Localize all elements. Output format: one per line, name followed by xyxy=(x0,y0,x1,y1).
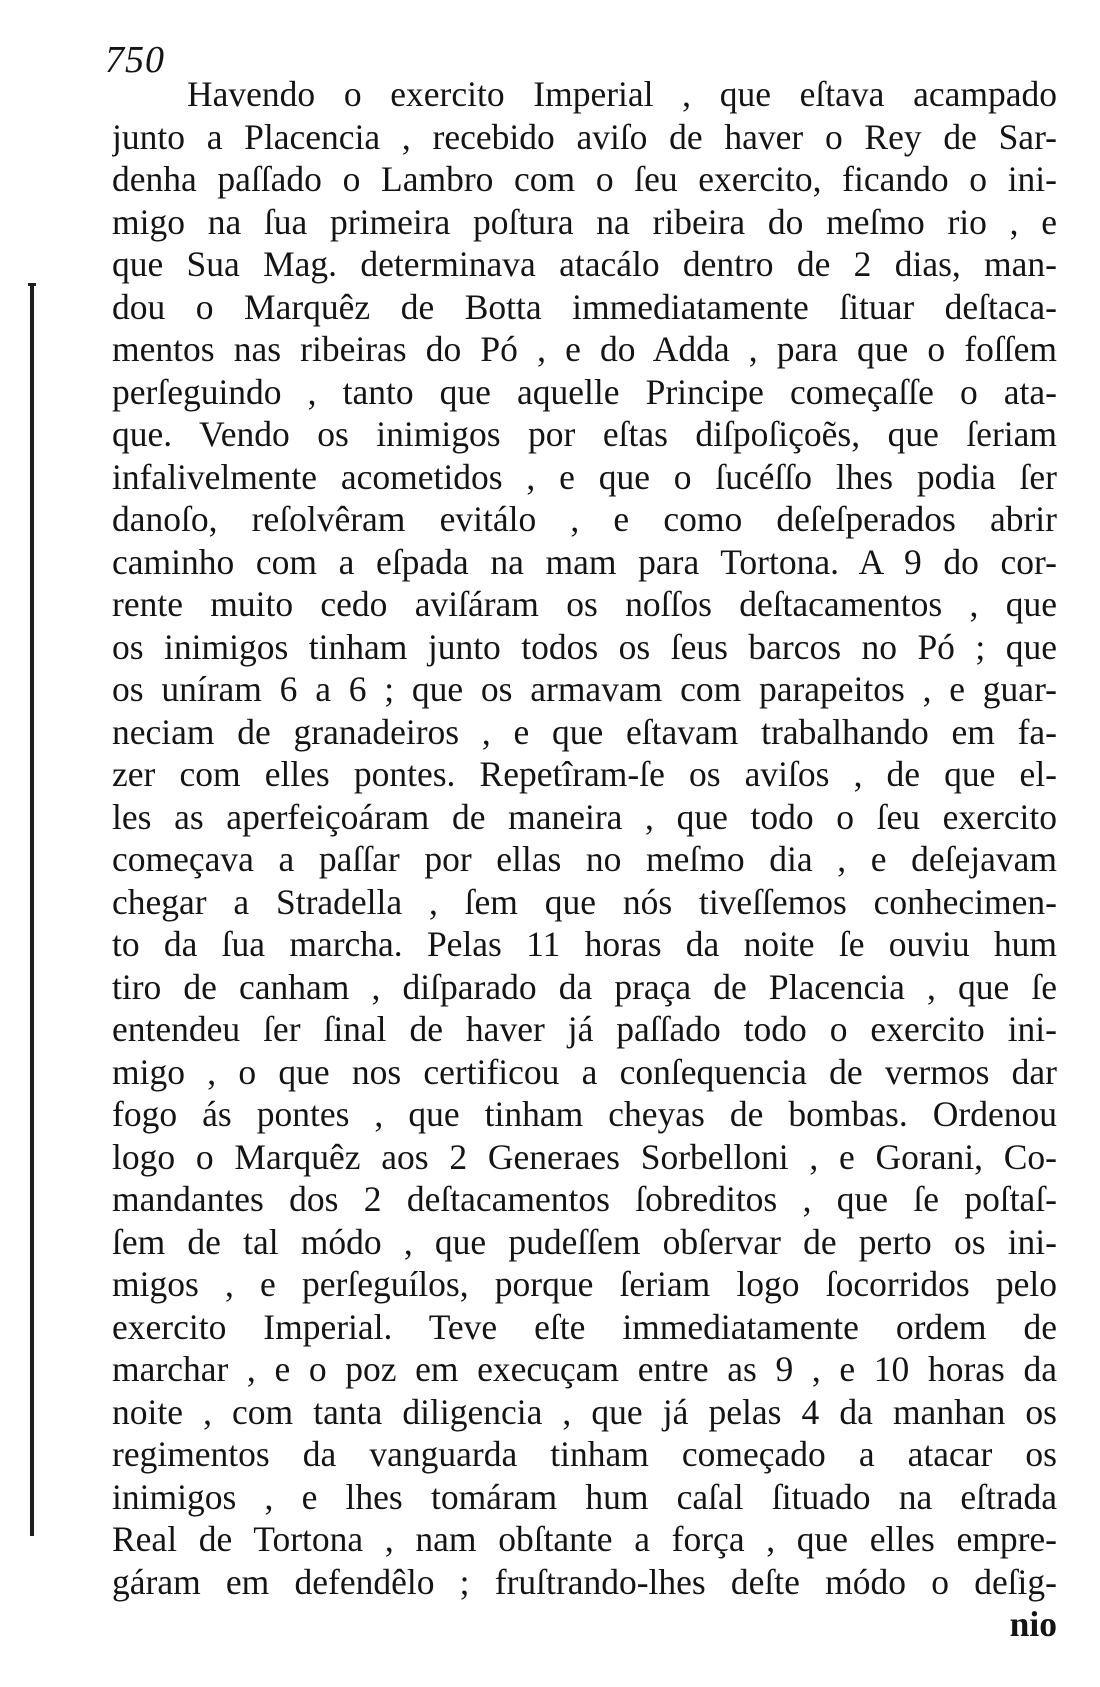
text-line: que. Vendo os inimigos por eſtas diſpoſiçoẽs, que ſeriam xyxy=(112,414,1057,454)
text-line: Havendo o exercito Imperial , que eſtava acampado xyxy=(187,74,1057,114)
text-line: danoſo, reſolvêram evitálo , e como deſeſperados abrir xyxy=(112,499,1057,539)
text-line: começava a paſſar por ellas no meſmo dia , e deſejavam xyxy=(112,839,1057,879)
text-line: marchar , e o poz em execuçam entre as 9 , e 10 horas da xyxy=(112,1349,1057,1389)
rule-top-cap xyxy=(28,283,36,286)
text-line: to da ſua marcha. Pelas 11 horas da noite ſe ouviu hum xyxy=(112,924,1057,964)
text-line: perſeguindo , tanto que aquelle Principe começaſſe o ata- xyxy=(112,371,1057,412)
text-line: neciam de granadeiros , e que eſtavam trabalhando em fa- xyxy=(112,711,1057,752)
text-line: migo na ſua primeira poſtura na ribeira do meſmo rio , e xyxy=(112,201,1057,242)
text-line: Real de Tortona , nam obſtante a força , que elles empre- xyxy=(112,1519,1057,1559)
text-line: les as aperfeiçoáram de maneira , que todo o ſeu exercito xyxy=(112,796,1057,837)
text-line: logo o Marquêz aos 2 Generaes Sorbelloni , e Gorani, Co- xyxy=(112,1136,1057,1177)
text-line: rente muito cedo aviſáram os noſſos deſtacamentos , que xyxy=(112,584,1057,624)
margin-rule xyxy=(30,283,34,1536)
catchword: nio xyxy=(1009,1604,1057,1644)
text-line: mentos nas ribeiras do Pó , e do Adda , para que o foſſem xyxy=(112,329,1057,369)
text-line: tiro de canham , diſparado da praça de Placencia , que ſe xyxy=(112,966,1057,1007)
text-line: que Sua Mag. determinava atacálo dentro de 2 dias, man- xyxy=(112,244,1057,284)
text-line: inimigos , e lhes tomáram hum caſal ſituado na eſtrada xyxy=(112,1476,1057,1517)
text-line: os uníram 6 a 6 ; que os armavam com parapeitos , e guar- xyxy=(112,669,1057,709)
text-line: entendeu ſer ſinal de haver já paſſado todo o exercito ini- xyxy=(112,1009,1057,1049)
text-line: junto a Placencia , recebido aviſo de haver o Rey de Sar- xyxy=(112,116,1057,157)
text-line: zer com elles pontes. Repetîram-ſe os aviſos , de que el- xyxy=(112,754,1057,794)
text-line: chegar a Stradella , ſem que nós tiveſſemos conhecimen- xyxy=(112,881,1057,922)
text-line: dou o Marquêz de Botta immediatamente ſituar deſtaca- xyxy=(112,286,1057,327)
text-line: exercito Imperial. Teve eſte immediatamente ordem de xyxy=(112,1306,1057,1347)
body-text xyxy=(112,73,1057,1646)
text-line: os inimigos tinham junto todos os ſeus barcos no Pó ; que xyxy=(112,626,1057,667)
text-line: regimentos da vanguarda tinham começado a atacar os xyxy=(112,1434,1057,1474)
text-line: migos , e perſeguílos, porque ſeriam logo ſocorridos pelo xyxy=(112,1264,1057,1304)
text-line: denha paſſado o Lambro com o ſeu exercito, ficando o ini- xyxy=(112,159,1057,199)
text-line: mandantes dos 2 deſtacamentos ſobreditos , que ſe poſtaſ- xyxy=(112,1179,1057,1219)
page-number: 750 xyxy=(105,39,165,81)
text-line: infalivelmente acometidos , e que o ſucéſſo lhes podia ſer xyxy=(112,456,1057,497)
text-line: ſem de tal módo , que pudeſſem obſervar de perto os ini- xyxy=(112,1221,1057,1262)
text-line: caminho com a eſpada na mam para Tortona. A 9 do cor- xyxy=(112,541,1057,582)
text-line: fogo ás pontes , que tinham cheyas de bombas. Ordenou xyxy=(112,1094,1057,1134)
text-line: noite , com tanta diligencia , que já pelas 4 da manhan os xyxy=(112,1391,1057,1432)
text-line: gáram em defendêlo ; fruſtrando-lhes deſte módo o deſig- xyxy=(112,1561,1057,1602)
text-line: migo , o que nos certificou a conſequencia de vermos dar xyxy=(112,1051,1057,1092)
